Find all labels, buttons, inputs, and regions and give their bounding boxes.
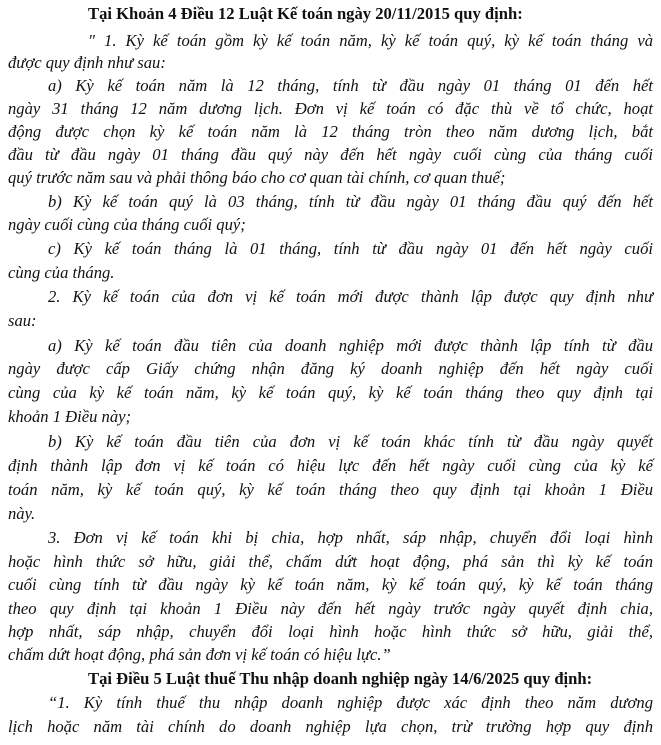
doc-line: ngày cuối cùng của tháng cuối quý; — [8, 215, 246, 234]
doc-line: hợp nhất, sáp nhập, chuyển đổi loại hình hoặc hình thức sở hữu, giải thể, — [8, 622, 653, 641]
doc-line: b) Kỳ kế toán đầu tiên của đơn vị kế toán khác tính từ đầu ngày quyết — [48, 432, 653, 451]
doc-line: khoản 1 Điều này; — [8, 407, 132, 426]
doc-line: b) Kỳ kế toán quý là 03 tháng, tính từ đầu ngày 01 tháng đầu quý đến hết — [48, 192, 653, 211]
doc-line: lịch hoặc năm tài chính do doanh nghiệp lựa chọn, trừ trường hợp quy định — [8, 717, 653, 736]
doc-line: quý trước năm sau và phải thông báo cho cơ quan tài chính, cơ quan thuế; — [8, 168, 506, 187]
doc-line: hoặc hình thức sở hữu, giải thể, chấm dứt hoạt động, phá sản thì kỳ kế toán — [8, 552, 653, 571]
doc-line: cuối cùng tính từ đầu ngày kỳ kế toán năm, kỳ kế toán quý, kỳ kế toán tháng — [8, 575, 653, 594]
doc-line: sau: — [8, 311, 37, 330]
doc-line: “1. Kỳ tính thuế thu nhập doanh nghiệp được xác định theo năm dương — [48, 693, 653, 712]
doc-line: " 1. Kỳ kế toán gồm kỳ kế toán năm, kỳ kế toán quý, kỳ kế toán tháng và — [88, 31, 653, 50]
doc-line: cùng của tháng. — [8, 263, 115, 282]
doc-line: này. — [8, 504, 36, 523]
doc-line: a) Kỳ kế toán đầu tiên của doanh nghiệp mới được thành lập tính từ đầu — [48, 336, 653, 355]
doc-line: ngày 31 tháng 12 năm dương lịch. Đơn vị kế toán có đặc thù về tổ chức, hoạt — [8, 99, 653, 118]
heading-luat-thue-tndn: Tại Điều 5 Luật thuế Thu nhập doanh nghiệp ngày 14/6/2025 quy định: — [88, 669, 593, 688]
heading-luat-ke-toan: Tại Khoản 4 Điều 12 Luật Kế toán ngày 20/11/2015 quy định: — [88, 4, 523, 23]
doc-line: cùng của kỳ kế toán năm, kỳ kế toán quý, kỳ kế toán tháng theo quy định tại — [8, 383, 653, 402]
doc-line: ngày được cấp Giấy chứng nhận đăng ký doanh nghiệp đến hết ngày cuối — [8, 359, 653, 378]
doc-line: định thành lập đơn vị kế toán có hiệu lực đến hết ngày cuối cùng của kỳ kế — [8, 456, 653, 475]
doc-line: 2. Kỳ kế toán của đơn vị kế toán mới được thành lập được quy định như — [48, 287, 653, 306]
doc-line: a) Kỳ kế toán năm là 12 tháng, tính từ đầu ngày 01 tháng 01 đến hết — [48, 76, 653, 95]
doc-line: đầu từ đầu ngày 01 tháng đầu quý này đến hết ngày cuối cùng của tháng cuối — [8, 145, 653, 164]
doc-line: 3. Đơn vị kế toán khi bị chia, hợp nhất, sáp nhập, chuyển đổi loại hình — [48, 528, 653, 547]
doc-line: được quy định như sau: — [8, 53, 166, 72]
doc-line: c) Kỳ kế toán tháng là 01 tháng, tính từ đầu ngày 01 đến hết ngày cuối — [48, 239, 653, 258]
doc-line: chấm dứt hoạt động, phá sản đơn vị kế toán có hiệu lực.” — [8, 645, 391, 664]
doc-line: toán năm, kỳ kế toán quý, kỳ kế toán tháng theo quy định tại khoản 1 Điều — [8, 480, 653, 499]
doc-line: động được chọn kỳ kế toán năm là 12 tháng tròn theo năm dương lịch, bắt — [8, 122, 653, 141]
doc-line: theo quy định tại khoản 1 Điều này đến hết ngày trước ngày quyết định chia, — [8, 599, 653, 618]
